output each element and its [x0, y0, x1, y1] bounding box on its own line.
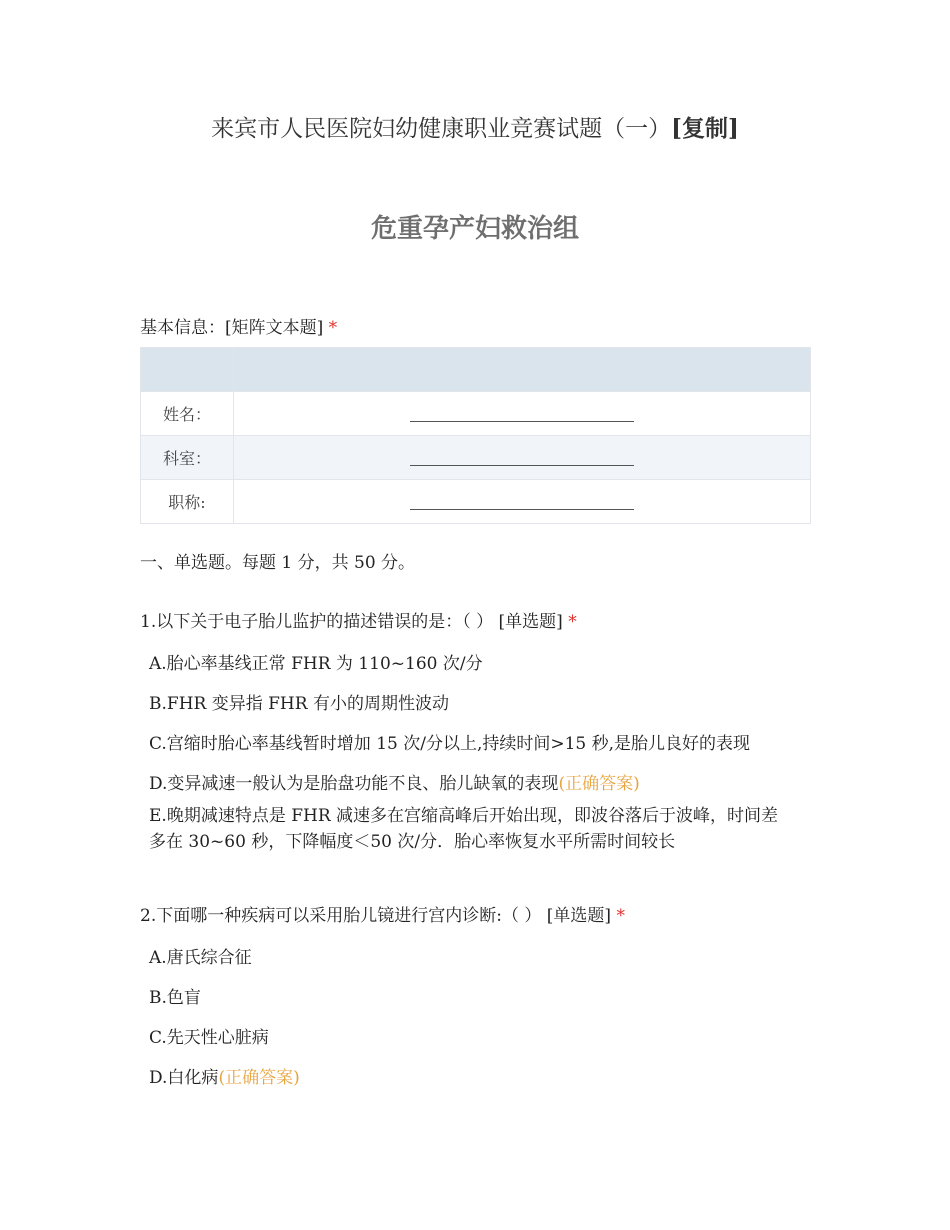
matrix-row-label: 职称: [141, 480, 234, 524]
question-2-option-a[interactable] [149, 945, 799, 971]
copy-tag: [复制] [671, 115, 739, 142]
question-1-option-b[interactable] [149, 691, 799, 717]
question-2-option-d[interactable] [149, 1065, 799, 1091]
required-mark: * [616, 906, 625, 926]
matrix-header-cell [141, 348, 234, 392]
question-2 [140, 901, 625, 926]
correct-answer-note: (正确答案) [558, 774, 640, 794]
name-field[interactable] [234, 392, 811, 436]
option-text: A.唐氏综合征 [149, 948, 252, 968]
question-1-option-e[interactable] [149, 803, 794, 855]
matrix-row-title [141, 480, 811, 524]
job-title-field[interactable] [234, 480, 811, 524]
question-2-option-c[interactable] [149, 1025, 799, 1051]
option-text: D.变异减速一般认为是胎盘功能不良、胎儿缺氧的表现 [149, 774, 559, 794]
matrix-header-row [141, 348, 811, 392]
option-text: D.白化病 [149, 1068, 219, 1088]
option-text: C.宫缩时胎心率基线暂时增加 15 次/分以上,持续时间>15 秒,是胎儿良好的表现 [149, 734, 751, 754]
question-1 [140, 607, 577, 632]
question-2-option-b[interactable] [149, 985, 799, 1011]
document-title-text: 来宾市人民医院妇幼健康职业竞赛试题（一） [211, 116, 672, 142]
question-text: 2.下面哪一种疾病可以采用胎儿镜进行宫内诊断:（ ） [单选题] [140, 906, 612, 926]
option-text: E.晚期减速特点是 FHR 减速多在宫缩高峰后开始出现，即波谷落后于波峰，时间差多在 30~60 秒，下降幅度＜50 次/分．胎心率恢复水平所需时间较长 [149, 806, 779, 852]
question-1-option-c[interactable] [149, 731, 809, 757]
matrix-row-department [141, 436, 811, 480]
matrix-row-label: 姓名： [141, 392, 234, 436]
matrix-row-label: 科室： [141, 436, 234, 480]
required-mark: * [328, 318, 338, 338]
group-title: 危重孕产妇救治组 [370, 214, 579, 244]
question-1-option-d[interactable] [149, 771, 799, 797]
blank-line [410, 407, 634, 422]
required-mark: * [568, 612, 577, 632]
option-text: A.胎心率基线正常 FHR 为 110~160 次/分 [149, 654, 483, 674]
basic-info-label [140, 313, 337, 338]
matrix-header-cell [234, 348, 811, 392]
matrix-row-name [141, 392, 811, 436]
blank-line [410, 451, 634, 466]
question-1-option-a[interactable] [149, 651, 799, 677]
correct-answer-note: (正确答案) [218, 1068, 300, 1088]
basic-info-matrix [140, 347, 811, 524]
option-text: C.先天性心脏病 [149, 1028, 269, 1048]
question-text: 1.以下关于电子胎儿监护的描述错误的是：（ ） [单选题] [140, 612, 563, 632]
document-title [0, 110, 950, 143]
option-text: B.FHR 变异指 FHR 有小的周期性波动 [149, 694, 449, 714]
option-text: B.色盲 [149, 988, 201, 1008]
section-heading: 一、单选题。每题 1 分，共 50 分。 [140, 553, 416, 573]
basic-info-label-text: 基本信息：[矩阵文本题] [140, 318, 324, 338]
blank-line [410, 495, 634, 510]
department-field[interactable] [234, 436, 811, 480]
